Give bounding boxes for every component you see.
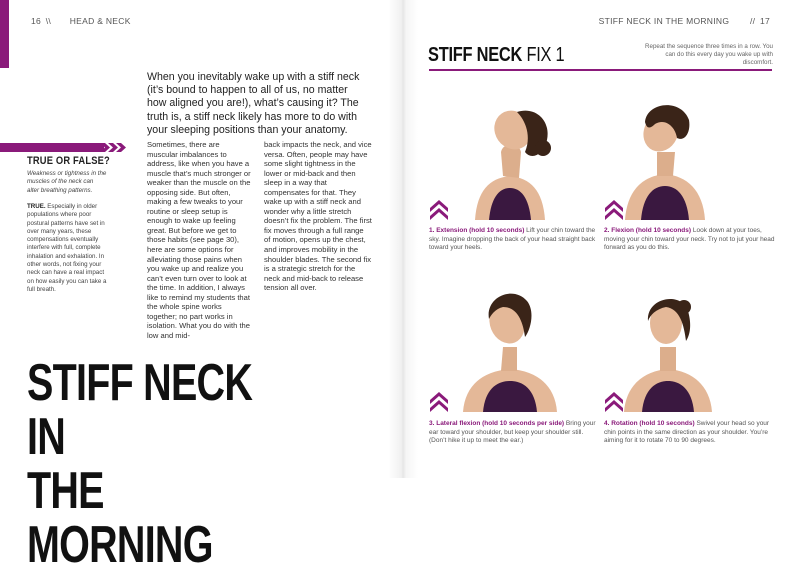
- step-caption: [604, 420, 776, 446]
- fix-note: Repeat the sequence three times in a row. You can do this every day you wake up with discomfort.: [645, 43, 773, 67]
- right-running-header: [599, 16, 770, 26]
- accent-bar: [0, 0, 9, 68]
- gutter-shadow: [388, 0, 418, 478]
- fix-label: STIFF NECK: [428, 44, 523, 66]
- step-caption: [604, 227, 776, 253]
- extension-photo: [455, 90, 565, 220]
- step-title: 4. Rotation (hold 10 seconds): [604, 420, 695, 427]
- right-separator: //: [749, 16, 756, 26]
- sidebar-answer-text: Especially in older populations where poor postural patterns have set in over many years, these compensations eventually interfere with full, complete inhalation and exhalation. In other words, not fixing your neck can have a real impact on how easily you can take a full breath.: [27, 203, 107, 293]
- step-caption: [429, 420, 599, 446]
- body-column-1: Sometimes, there are muscular imbalances to address, like when you have a muscle that’s much stronger or weaker than the muscle on the opposing side. But often, making a few tweaks to your routine or sleep setup is enough to wake up feeling great. But before we get to those habits (see page 30), here are some options for alleviating those pains when you wake up and realize you can’t even turn over to look at the time. In addition, I always like to remind my students that the whole spine works together; no part works in isolation. What you do with the low and mid-: [147, 140, 251, 340]
- chevron-right-icon: [100, 143, 136, 152]
- step-title: 2. Flexion (hold 10 seconds): [604, 227, 692, 234]
- chevron-up-icon: [605, 198, 623, 220]
- rotation-photo: [618, 285, 718, 412]
- fix-title: [428, 44, 564, 67]
- left-section-title: HEAD & NECK: [69, 16, 131, 26]
- step-text: Swivel your head so your chin points in the same direction as your shoulder. You’re aiming for it to rotate 70 to 90 degrees.: [604, 420, 770, 445]
- step-title: 1. Extension (hold 10 seconds): [429, 227, 525, 234]
- fix-divider: [429, 69, 772, 71]
- step-title: 3. Lateral flexion (hold 10 seconds per side): [429, 420, 565, 427]
- chevron-up-icon: [430, 198, 448, 220]
- body-column-2: back impacts the neck, and vice versa. Often, people may have some slight tightness in the lower or mid-back and then sleep in a way that compensates for that. They wake up with a stiff neck and wonder why a little stretch doesn’t fix the problem. The first fix moves through a full range of motion, opens up the chest, and improves mobility in the shoulder blades. The second fix is a strategic stretch for the neck and mid-back to release tension all over.: [264, 140, 372, 293]
- lateral-flexion-photo: [455, 285, 565, 412]
- flexion-photo: [615, 92, 715, 220]
- right-page-number: 17: [759, 16, 770, 26]
- sidebar-answer: [27, 203, 107, 294]
- left-page-number: 16: [31, 16, 42, 26]
- sidebar-question: Weakness or tightness in the muscles of the neck can alter breathing patterns.: [27, 170, 107, 194]
- intro-paragraph: When you inevitably wake up with a stiff neck (it’s bound to happen to all of us, no matter how aligned you are!), what’s causing it? The truth is, a stiff neck likely has more to do with your sleeping positions than your anatomy.: [147, 71, 360, 136]
- sidebar-accent-bar: [0, 143, 104, 152]
- sidebar-title: TRUE OR FALSE?: [27, 155, 110, 167]
- sidebar-answer-label: TRUE.: [27, 203, 46, 210]
- right-section-title: STIFF NECK IN THE MORNING: [598, 16, 730, 26]
- step-text: Bring your ear toward your shoulder, but keep your shoulder still. (Don’t hike it up to meet the ear.): [429, 420, 596, 445]
- left-separator: \\: [45, 16, 52, 26]
- page-title-line-1: STIFF NECK IN: [27, 354, 253, 466]
- step-caption: [429, 227, 599, 253]
- chevron-up-icon: [430, 390, 448, 412]
- step-text: Look down at your toes, moving your chin toward your neck. Try not to jut your head forward as you do this.: [604, 227, 775, 252]
- left-running-header: [31, 16, 131, 26]
- fix-number: FIX 1: [526, 44, 565, 66]
- chevron-up-icon: [605, 390, 623, 412]
- step-text: Lift your chin toward the sky. Imagine dropping the back of your head straight back toward your heels.: [429, 227, 596, 252]
- page-title-line-2: THE MORNING: [27, 462, 213, 574]
- page-title: [27, 356, 270, 572]
